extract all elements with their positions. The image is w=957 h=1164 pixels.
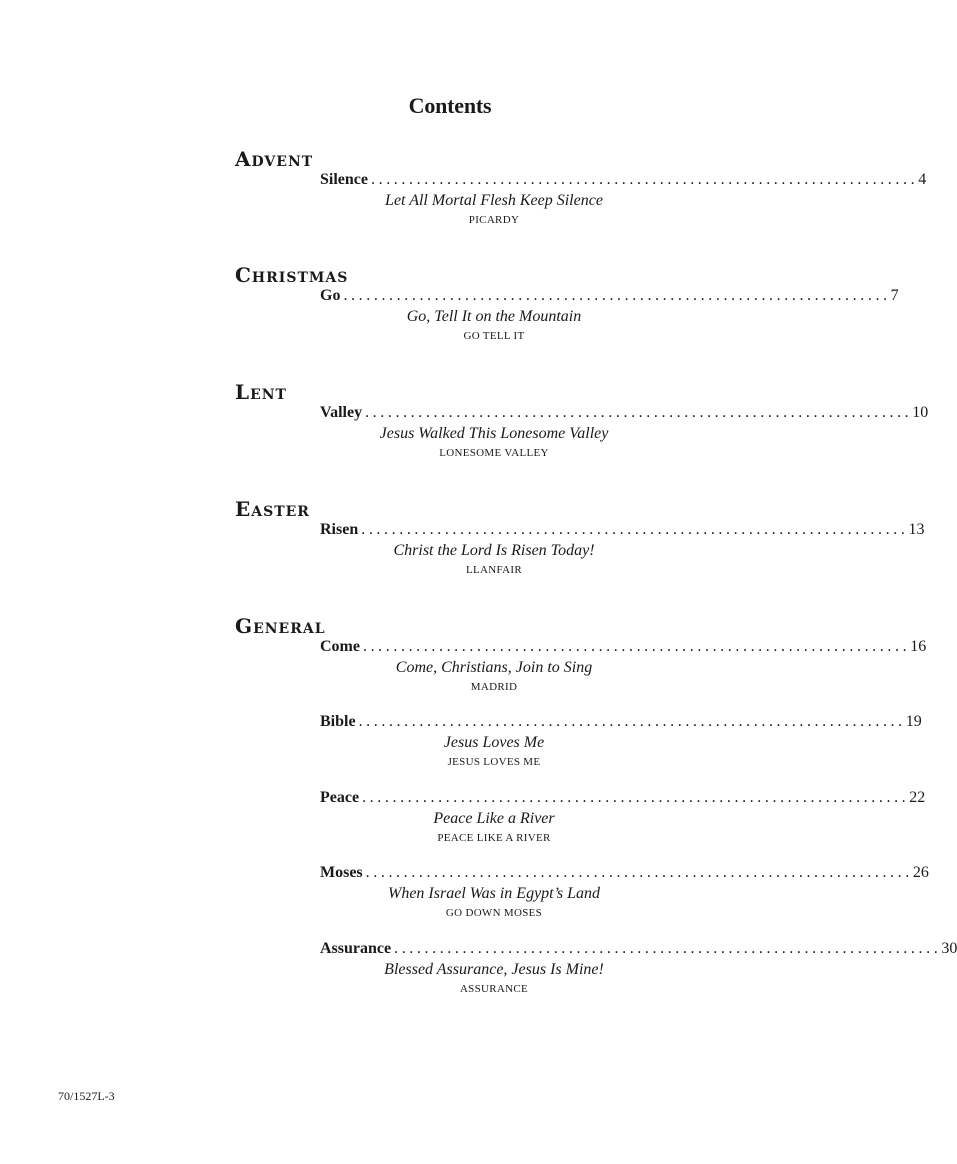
section-heading-advent: Advent [235,147,314,171]
hymn-title: Come, Christians, Join to Sing [395,659,593,676]
tune-name: LLANFAIR [466,564,522,576]
toc-entry-valley[interactable] [320,403,929,460]
catalog-code: 70/1527L-3 [58,1089,115,1103]
section-heading-easter: Easter [235,497,310,521]
page-number: 26 [912,864,929,881]
tune-name: MADRID [470,681,518,693]
tune-name: PICARDY [468,214,520,226]
leader-dots: ........................................................................ [362,789,910,806]
hymn-title: Go, Tell It on the Mountain [406,308,582,325]
entry-title: Come [320,638,360,655]
page-number: 16 [910,638,927,655]
page-number: 22 [909,789,926,806]
section-heading-general: General [235,614,326,638]
tune-name: GO TELL IT [463,330,525,342]
leader-dots: ........................................................................ [343,287,891,304]
entry-line [320,403,929,423]
entry-title: Assurance [320,940,392,957]
page-number: 19 [905,713,922,730]
entry-line [320,637,927,657]
page-number: 10 [912,404,929,421]
toc-entry-come[interactable] [320,637,927,694]
leader-dots: ........................................................................ [362,638,911,655]
toc-entry-moses[interactable] [320,863,929,920]
page-title: Contents [408,93,492,118]
leader-dots: ........................................................................ [371,171,919,188]
entry-line [320,170,927,190]
page-number: 13 [908,521,925,538]
hymn-title: When Israel Was in Egypt’s Land [388,885,600,902]
tune-name: GO DOWN MOSES [445,907,543,919]
hymn-title: Christ the Lord Is Risen Today! [393,542,595,559]
entry-title: Risen [320,521,359,538]
leader-dots: ........................................................................ [394,940,942,957]
hymn-title: Blessed Assurance, Jesus Is Mine! [384,961,604,978]
section-heading-lent: Lent [235,380,287,404]
leader-dots: ........................................................................ [361,521,909,538]
hymn-title: Peace Like a River [433,810,555,827]
entry-line [320,520,925,540]
page-number: 4 [918,171,927,188]
entry-line [320,863,929,883]
leader-dots: ........................................................................ [358,713,906,730]
entry-line [320,788,926,808]
entry-line [320,939,957,959]
entry-line [320,712,922,732]
entry-title: Moses [320,864,363,881]
hymn-title: Jesus Loves Me [443,734,545,751]
hymn-title: Let All Mortal Flesh Keep Silence [385,192,603,209]
toc-entry-go[interactable] [320,286,899,343]
toc-entry-bible[interactable] [320,712,922,769]
entry-line [320,286,899,306]
section-heading-christmas: Christmas [235,263,349,287]
tune-name: JESUS LOVES ME [447,756,541,768]
toc-entry-risen[interactable] [320,520,925,577]
toc-entry-peace[interactable] [320,788,926,845]
entry-title: Bible [320,713,356,730]
tune-name: PEACE LIKE A RIVER [437,832,551,844]
entry-title: Valley [320,404,363,421]
leader-dots: ........................................................................ [365,864,913,881]
page-number: 30 [941,940,957,957]
page-number: 7 [890,287,899,304]
hymn-title: Jesus Walked This Lonesome Valley [379,425,609,442]
entry-title: Go [320,287,341,304]
entry-title: Peace [320,789,360,806]
tune-name: ASSURANCE [459,983,529,995]
toc-entry-silence[interactable] [320,170,927,227]
tune-name: LONESOME VALLEY [439,447,549,459]
leader-dots: ........................................................................ [365,404,913,421]
toc-entry-assurance[interactable] [320,939,957,996]
entry-title: Silence [320,171,368,188]
